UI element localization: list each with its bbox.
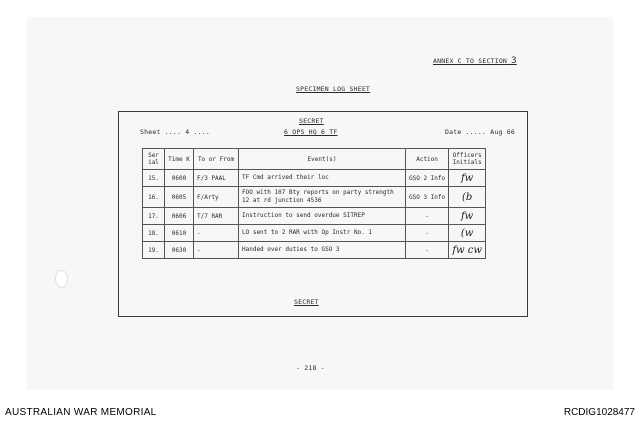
log-table [142,148,486,259]
cell-time: 0605 [165,187,194,208]
unit-heading: 6 OPS HQ 6 TF [284,128,338,136]
cell-time: 0630 [165,242,194,259]
cell-action: GSO 3 Info [406,187,449,208]
cell-to-from: F/3 PAAL [194,170,239,187]
cell-action: - [406,242,449,259]
footer-identifier: RCDIG1028477 [563,407,635,418]
date-field: Date ..... Aug 66 [445,128,515,136]
table-row [143,208,486,225]
cell-time: 0600 [165,170,194,187]
cell-event: TF Cmd arrived their loc [239,170,406,187]
classification-top: SECRET [299,117,324,125]
annex-reference [433,56,517,66]
cell-to-from: - [194,225,239,242]
sheet-number: Sheet .... 4 .... [140,128,210,136]
document-page [28,18,612,390]
cell-to-from: F/Arty [194,187,239,208]
annex-label: ANNEX C TO SECTION [433,57,508,65]
cell-to-from: - [194,242,239,259]
cell-initials-signature: fw [449,170,486,187]
cell-event: Handed over duties to GSO 3 [239,242,406,259]
table-row [143,242,486,259]
table-header-row [143,149,486,170]
cell-event: LO sent to 2 RAR with Op Instr No. 1 [239,225,406,242]
cell-initials-signature: (w [449,225,486,242]
classification-bottom: SECRET [294,298,319,306]
cell-event: Instruction to send overdue SITREP [239,208,406,225]
cell-initials-signature: fw cw [449,242,486,259]
table-row [143,170,486,187]
footer-source: AUSTRALIAN WAR MEMORIAL [5,407,157,418]
header-to-from: To or From [194,149,239,170]
cell-serial: 19. [143,242,165,259]
cell-action: GSO 2 Info [406,170,449,187]
table-row [143,187,486,208]
table-row [143,225,486,242]
cell-initials-signature: (b [449,187,486,208]
header-serial: Ser ial [143,149,165,170]
header-time: Time K [165,149,194,170]
document-title: SPECIMEN LOG SHEET [296,85,371,93]
header-initials: Officers Initials [449,149,486,170]
cell-action: - [406,225,449,242]
cell-serial: 15. [143,170,165,187]
log-sheet-form [118,111,528,317]
cell-serial: 16. [143,187,165,208]
header-action: Action [406,149,449,170]
cell-initials-signature: fw [449,208,486,225]
punch-hole [55,270,68,288]
archive-footer [0,390,640,429]
page-number: - 218 - [296,364,325,372]
header-event: Event(s) [239,149,406,170]
cell-time: 0606 [165,208,194,225]
annex-number: 3 [511,56,517,66]
cell-to-from: T/7 RAR [194,208,239,225]
cell-action: - [406,208,449,225]
cell-serial: 18. [143,225,165,242]
cell-time: 0610 [165,225,194,242]
cell-event: FOO with 107 Bty reports on party strength 12 at rd junction 4536 [239,187,406,208]
cell-serial: 17. [143,208,165,225]
